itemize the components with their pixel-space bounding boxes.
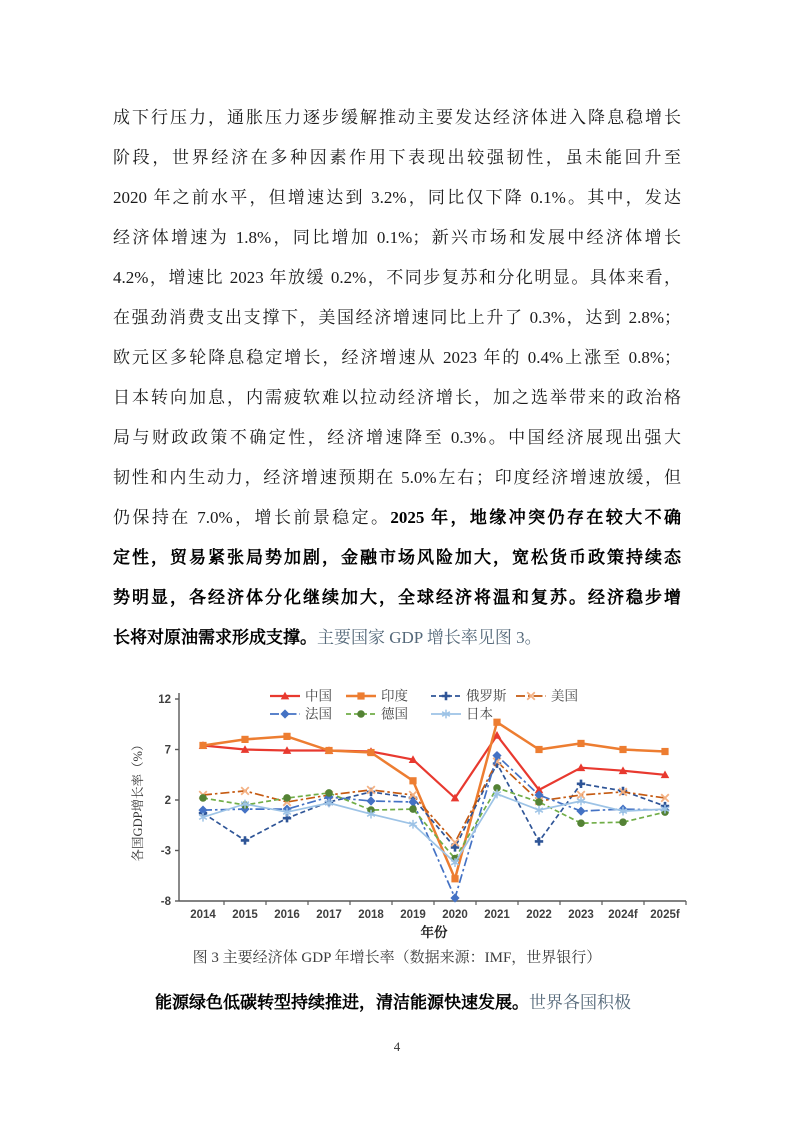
square-marker-icon xyxy=(367,749,374,756)
x-axis-tick-label: 2022 xyxy=(526,909,552,921)
square-marker-icon xyxy=(619,746,626,753)
y-axis-tick-label: 7 xyxy=(164,744,171,757)
circle-marker-icon xyxy=(325,789,333,797)
text-line xyxy=(113,298,681,338)
text-segment: 仍保持在 7.0%，增长前景稳定。 xyxy=(113,508,391,527)
text-segment: 局与财政政策不确定性，经济增速降至 0.3%。中国经济展现出强大 xyxy=(113,428,681,447)
legend-item-法国 xyxy=(270,706,332,722)
page-number: 4 xyxy=(393,1039,401,1054)
text-line xyxy=(113,418,681,458)
square-marker-icon xyxy=(241,736,248,743)
bold-text-segment: 长将对原油需求形成支撑。 xyxy=(113,628,317,647)
text-line xyxy=(113,98,681,138)
highlight-text-segment: 主要国家 GDP 增长率见图 3。 xyxy=(317,628,542,647)
circle-marker-icon xyxy=(619,818,627,826)
text-segment: 韧性和内生动力，经济增速预期在 5.0%左右；印度经济增速放缓，但 xyxy=(113,468,681,487)
legend-item-俄罗斯 xyxy=(431,689,507,704)
diamond-marker-icon xyxy=(576,807,585,816)
square-marker-icon xyxy=(283,733,290,740)
y-axis-tick-label: 2 xyxy=(164,795,171,807)
x-axis-tick-label: 2023 xyxy=(568,909,594,921)
square-marker-icon xyxy=(493,719,500,726)
circle-marker-icon xyxy=(199,794,207,802)
x-axis-tick-label: 2021 xyxy=(484,909,510,921)
text-segment: 欧元区多轮降息稳定增长，经济增速从 2023 年的 0.4%上涨至 0.8%； xyxy=(113,348,681,367)
legend-item-中国 xyxy=(270,688,332,704)
legend-label: 俄罗斯 xyxy=(466,688,507,704)
figure-caption: 图 3 主要经济体 GDP 年增长率（数据来源：IMF，世界银行） xyxy=(192,950,602,966)
y-axis-title: 各国GDP增长率（%） xyxy=(131,738,145,862)
legend-label: 美国 xyxy=(551,688,578,704)
text-segment: 2020 年之前水平，但增速达到 3.2%，同比仅下降 0.1%。其中，发达 xyxy=(113,188,681,207)
x-axis-tick-label: 2015 xyxy=(232,909,258,921)
legend-item-日本 xyxy=(431,706,493,722)
text-line xyxy=(113,498,681,538)
y-axis-tick-label: -3 xyxy=(160,845,171,858)
square-marker-icon xyxy=(535,746,542,753)
figure-gdp-chart xyxy=(128,681,692,941)
paragraph-world-economy xyxy=(113,98,681,658)
square-marker-icon xyxy=(357,692,364,699)
x-axis-tick-label: 2017 xyxy=(316,909,342,921)
diamond-marker-icon xyxy=(366,796,375,805)
highlight-text-segment: 世界各国积极 xyxy=(529,993,631,1012)
gdp-chart-svg xyxy=(128,681,692,941)
circle-marker-icon xyxy=(535,798,543,806)
circle-marker-icon xyxy=(577,819,585,827)
legend-label: 日本 xyxy=(466,706,493,722)
text-line xyxy=(113,338,681,378)
text-segment: 日本转向加息，内需疲软难以拉动经济增长，加之选举带来的政治格 xyxy=(113,388,681,407)
circle-marker-icon xyxy=(357,710,365,718)
legend-label: 法国 xyxy=(305,706,332,722)
plus-marker-icon xyxy=(535,837,543,845)
text-line xyxy=(113,378,681,418)
square-marker-icon xyxy=(661,748,668,755)
text-line xyxy=(113,578,681,618)
legend-item-印度 xyxy=(346,688,408,704)
square-marker-icon xyxy=(451,875,458,882)
chart-series-中国 xyxy=(199,731,670,801)
x-axis-tick-label: 2014 xyxy=(190,909,216,921)
legend-label: 德国 xyxy=(381,706,408,722)
x-axis-tick-label: 2025f xyxy=(650,909,680,921)
square-marker-icon xyxy=(325,747,332,754)
square-marker-icon xyxy=(577,740,584,747)
legend-label: 中国 xyxy=(305,688,332,704)
x-axis-tick-label: 2018 xyxy=(358,909,384,921)
paragraph-energy-transition xyxy=(113,983,681,1023)
x-axis-tick-label: 2024f xyxy=(608,909,638,921)
x-axis-tick-label: 2019 xyxy=(400,909,426,921)
circle-marker-icon xyxy=(409,805,417,813)
text-line xyxy=(113,258,681,298)
text-line xyxy=(113,458,681,498)
text-line xyxy=(113,618,681,658)
x-axis-tick-label: 2020 xyxy=(442,909,468,921)
circle-marker-icon xyxy=(283,794,291,802)
text-segment: 4.2%，增速比 2023 年放缓 0.2%，不同步复苏和分化明显。具体来看， xyxy=(113,268,681,287)
text-line xyxy=(113,178,681,218)
plus-marker-icon xyxy=(442,692,450,700)
legend-label: 印度 xyxy=(381,688,408,704)
bold-text-segment: 能源绿色低碳转型持续推进，清洁能源快速发展。 xyxy=(155,993,529,1012)
x-axis-title: 年份 xyxy=(420,925,448,940)
legend-item-德国 xyxy=(346,707,408,722)
plus-marker-icon xyxy=(241,836,249,844)
text-segment: 在强劲消费支出支撑下，美国经济增速同比上升了 0.3%，达到 2.8%； xyxy=(113,308,681,327)
chart-axes xyxy=(130,693,686,940)
text-line xyxy=(113,538,681,578)
text-line xyxy=(113,218,681,258)
bold-text-segment: 2025 年，地缘冲突仍存在较大不确 xyxy=(390,508,681,527)
x-axis-tick-label: 2016 xyxy=(274,909,300,921)
text-line xyxy=(113,138,681,178)
diamond-marker-icon xyxy=(280,709,289,718)
square-marker-icon xyxy=(199,742,206,749)
y-axis-tick-label: 12 xyxy=(158,694,171,706)
bold-text-segment: 定性，贸易紧张局势加剧，金融市场风险加大，宽松货币政策持续态 xyxy=(113,548,681,567)
plus-marker-icon xyxy=(577,780,585,788)
legend-item-美国 xyxy=(516,689,578,704)
y-axis-tick-label: -8 xyxy=(160,896,171,908)
bold-text-segment: 势明显，各经济体分化继续加大，全球经济将温和复苏。经济稳步增 xyxy=(113,588,681,607)
text-segment: 经济体增速为 1.8%，同比增加 0.1%；新兴市场和发展中经济体增长 xyxy=(113,228,681,247)
text-line xyxy=(113,983,681,1023)
text-segment: 成下行压力，通胀压力逐步缓解推动主要发达经济体进入降息稳增长 xyxy=(113,108,681,127)
text-segment: 阶段，世界经济在多种因素作用下表现出较强韧性，虽未能回升至 xyxy=(113,148,681,167)
series-line xyxy=(203,722,665,879)
square-marker-icon xyxy=(409,777,416,784)
